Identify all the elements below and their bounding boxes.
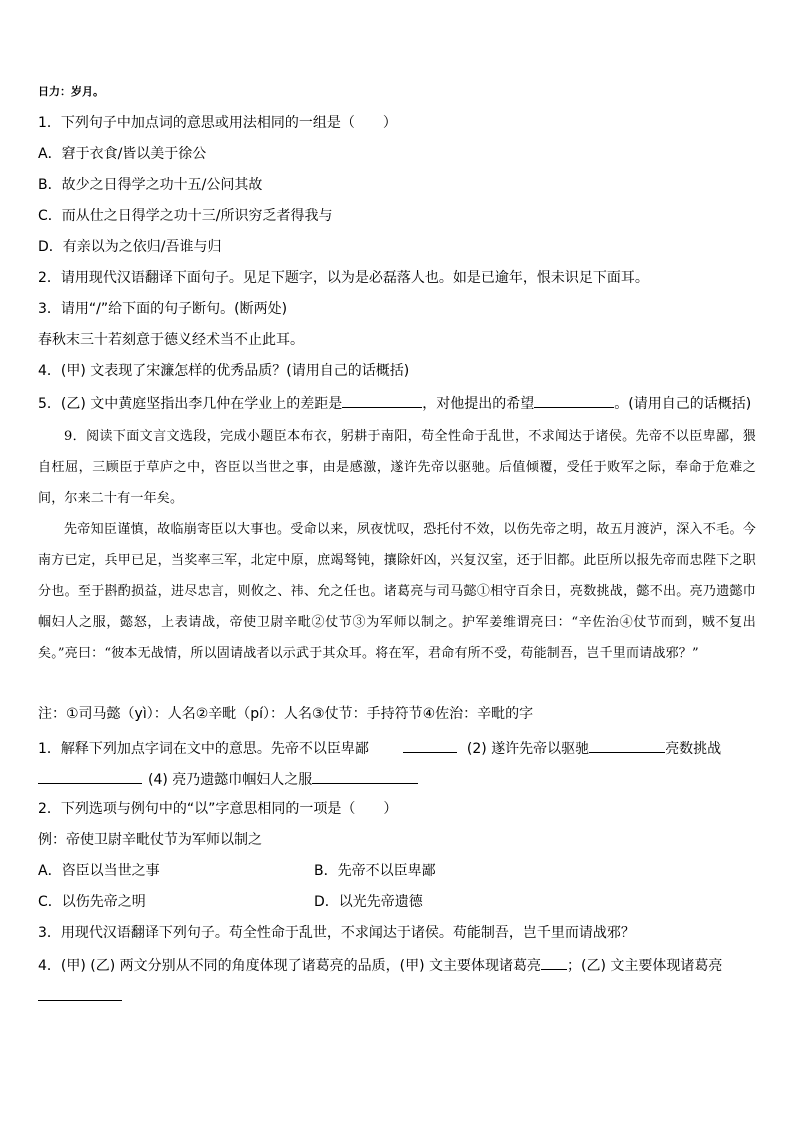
vocab-question-1 bbox=[38, 737, 756, 759]
option-d: D．有亲以为之依归/吾谁与归 bbox=[38, 239, 222, 255]
answer-blank[interactable] bbox=[534, 392, 614, 408]
option-d: D．以光先帝遗德 bbox=[314, 894, 423, 910]
vocab-question-2: 2．下列选项与例句中的“以”字意思相同的一项是（ ） bbox=[38, 801, 398, 817]
answer-blank[interactable] bbox=[312, 768, 418, 784]
question-2: 2．请用现代汉语翻译下面句子。见足下题字，以为是必磊落人也。如是已逾年，恨未识足下面耳。 bbox=[38, 270, 649, 286]
footnote: 注：①司马懿（yì）：人名②辛毗（pí）：人名③仗节：手持符节④佐治：辛毗的字 bbox=[38, 706, 534, 722]
vocab-question-3: 3．用现代汉语翻译下列句子。苟全性命于乱世，不求闻达于诸侯。苟能制吾，岂千里而请战邪？ bbox=[38, 925, 635, 941]
vocab-question-4 bbox=[38, 954, 756, 976]
option-c: C．而从仕之日得学之功十三/所识穷乏者得我与 bbox=[38, 208, 333, 224]
question-5 bbox=[38, 392, 756, 414]
vocab-item-2: (2) 遂许先帝以驱驰 bbox=[466, 741, 590, 757]
answer-blank[interactable] bbox=[403, 737, 457, 753]
punctuation-sentence: 春秋末三十若刻意于德义经术当不止此耳。 bbox=[38, 332, 304, 348]
vocab-item-4: (4) 亮乃遗懿巾帼妇人之服 bbox=[148, 772, 313, 788]
question-5-part-3: 。(请用自己的话概括) bbox=[614, 396, 752, 412]
answer-blank[interactable] bbox=[38, 768, 142, 784]
vocab-item-3: 亮数挑战 bbox=[665, 741, 722, 757]
question-5-part-2: ，对他提出的希望 bbox=[422, 396, 535, 412]
passage-paragraph-2: 先帝知臣谨慎，故临崩寄臣以大事也。受命以来，夙夜忧叹，恐托付不效，以伤先帝之明，故五月渡泸，深入不毛。今南方已定，兵甲已足，当奖率三军，北定中原，庶竭驽钝，攘除奸凶，兴复汉室，还于旧都。此臣所以报先帝而忠陛下之职分也。至于斟酌损益，进尽忠言，则攸之、祎、允之任也。诸葛亮与司马懿①相守百余日，亮数挑战，懿不出。亮乃遗懿巾帼妇人之服，懿怒，上表请战，帝使卫尉辛毗②仗节③为军师以制之。护军姜维谓亮曰：“辛佐治④仗节而到，贼不复出矣。”亮曰：“彼本无战情，所以固请战者以示武于其众耳。将在军，君命有所不受，苟能制吾，岂千里而请战邪？” bbox=[38, 522, 756, 661]
option-c: C．以伤先帝之明 bbox=[38, 894, 146, 910]
gloss-line: 日力：岁月。 bbox=[38, 85, 104, 98]
option-a: A．窘于衣食/皆以美于徐公 bbox=[38, 146, 207, 162]
question-4-part-1: 4．(甲) (乙) 两文分别从不同的角度体现了诸葛亮的品质，(甲) 文主要体现诸葛亮 bbox=[38, 958, 542, 974]
vocab-question-4-cont bbox=[38, 985, 756, 1007]
question-4-part-2: ；(乙) 文主要体现诸葛亮 bbox=[567, 958, 723, 974]
vocab-question-1-cont bbox=[38, 768, 756, 790]
option-b: B．先帝不以臣卑鄙 bbox=[314, 863, 436, 879]
option-a: A．咨臣以当世之事 bbox=[38, 863, 160, 879]
answer-blank[interactable] bbox=[342, 392, 422, 408]
answer-blank[interactable] bbox=[589, 737, 665, 753]
vocab-item-1: 1．解释下列加点字词在文中的意思。先帝不以臣卑鄙 bbox=[38, 741, 369, 757]
question-5-part-1: 5．(乙) 文中黄庭坚指出李几仲在学业上的差距是 bbox=[38, 396, 343, 412]
question-4: 4．(甲) 文表现了宋濂怎样的优秀品质？(请用自己的话概括) bbox=[38, 363, 410, 379]
example-sentence: 例：帝使卫尉辛毗仗节为军师以制之 bbox=[38, 832, 262, 848]
option-row-ab bbox=[38, 861, 756, 881]
question-1: 1．下列句子中加点词的意思或用法相同的一组是（ ） bbox=[38, 115, 397, 131]
passage-paragraph-1: 9．阅读下面文言文选段，完成小题臣本布衣，躬耕于南阳，苟全性命于乱世，不求闻达于诸侯。先帝不以臣卑鄙，猥自枉屈，三顾臣于草庐之中，咨臣以当世之事，由是感激，遂许先帝以驱驰。后值倾覆，受任于败军之际，奉命于危难之间，尔来二十有一年矣。 bbox=[38, 429, 756, 506]
option-row-cd bbox=[38, 892, 756, 912]
answer-blank[interactable] bbox=[541, 954, 567, 970]
question-3: 3．请用“/”给下面的句子断句。(断两处) bbox=[38, 301, 288, 317]
answer-blank[interactable] bbox=[38, 985, 122, 1001]
option-b: B．故少之日得学之功十五/公问其故 bbox=[38, 177, 263, 193]
